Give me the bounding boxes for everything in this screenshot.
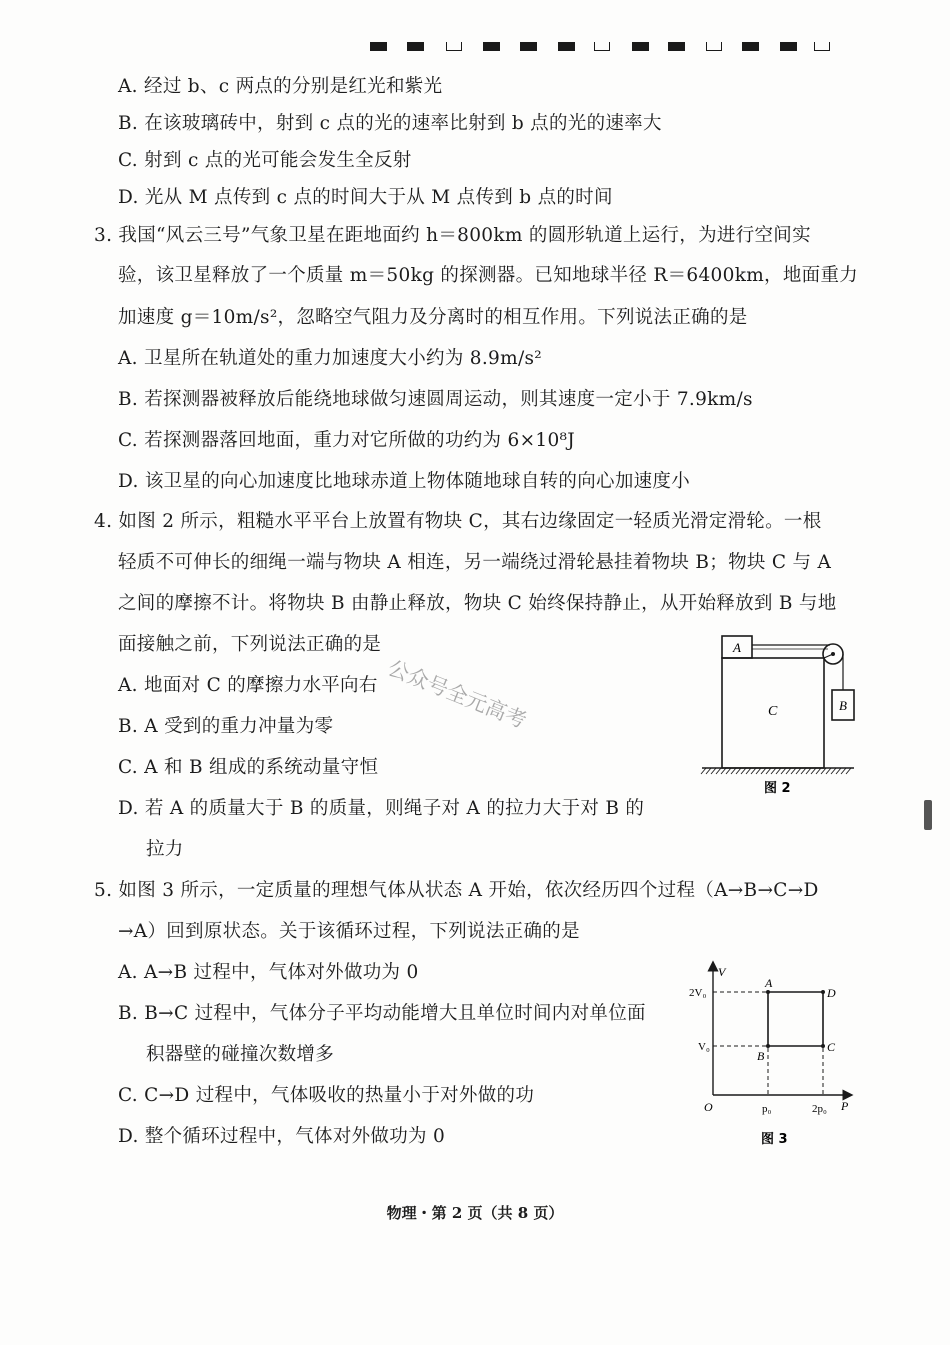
label-b: B bbox=[839, 698, 847, 713]
hatch-stroke bbox=[731, 768, 736, 774]
open-mark bbox=[706, 42, 722, 51]
hatch-stroke bbox=[716, 768, 721, 774]
hatch-stroke bbox=[826, 768, 831, 774]
page-footer: 物理・第 2 页（共 8 页） bbox=[386, 1204, 564, 1222]
hatch-stroke bbox=[796, 768, 801, 774]
hatch-stroke bbox=[741, 768, 746, 774]
point-a bbox=[766, 990, 770, 994]
hatch-stroke bbox=[791, 768, 796, 774]
hatch-stroke bbox=[761, 768, 766, 774]
text-line: 5. 如图 3 所示，一定质量的理想气体从状态 A 开始，依次经历四个过程（A→B→C→D bbox=[94, 880, 819, 901]
open-mark bbox=[814, 42, 830, 51]
text-line: 3. 我国“风云三号”气象卫星在距地面约 h＝800km 的圆形轨道上运行，为进行空间实 bbox=[94, 225, 811, 246]
hatch-stroke bbox=[816, 768, 821, 774]
text-line: B. B→C 过程中，气体分子平均动能增大且单位时间内对单位面 bbox=[118, 1003, 646, 1024]
hatch-stroke bbox=[711, 768, 716, 774]
text-line: C. A 和 B 组成的系统动量守恒 bbox=[118, 757, 379, 778]
hatch-stroke bbox=[771, 768, 776, 774]
label-c: C bbox=[768, 704, 778, 719]
label-a: A bbox=[733, 640, 741, 655]
scrollbar-thumb[interactable] bbox=[924, 800, 932, 830]
tick-2p0: 2p₀ bbox=[812, 1103, 827, 1115]
text-line: D. 该卫星的向心加速度比地球赤道上物体随地球自转的向心加速度小 bbox=[118, 471, 691, 492]
point-c bbox=[821, 1044, 825, 1048]
hatch-stroke bbox=[786, 768, 791, 774]
text-line: 轻质不可伸长的细绳一端与物块 A 相连，另一端绕过滑轮悬挂着物块 B；物块 C 与 A bbox=[118, 552, 832, 573]
label-pt-b: B bbox=[757, 1049, 765, 1063]
hatch-stroke bbox=[821, 768, 826, 774]
hatch-stroke bbox=[806, 768, 811, 774]
hatch-stroke bbox=[701, 768, 706, 774]
text-line: 积器壁的碰撞次数增多 bbox=[146, 1044, 335, 1065]
hatch-stroke bbox=[846, 768, 851, 774]
filled-mark bbox=[668, 42, 685, 51]
open-mark bbox=[446, 42, 462, 51]
point-d bbox=[821, 990, 825, 994]
text-line: D. 若 A 的质量大于 B 的质量，则绳子对 A 的拉力大于对 B 的 bbox=[118, 798, 645, 819]
text-line: C. 射到 c 点的光可能会发生全反射 bbox=[118, 150, 412, 171]
filled-mark bbox=[370, 42, 387, 51]
origin-label: O bbox=[704, 1100, 713, 1114]
point-b bbox=[766, 1044, 770, 1048]
hatch-stroke bbox=[781, 768, 786, 774]
hatch-stroke bbox=[721, 768, 726, 774]
figure-2-caption: 图 2 bbox=[764, 781, 791, 796]
text-line: 面接触之前，下列说法正确的是 bbox=[118, 634, 382, 655]
filled-mark bbox=[780, 42, 797, 51]
pulley-mount bbox=[824, 654, 833, 658]
hatch-stroke bbox=[811, 768, 816, 774]
text-line: D. 整个循环过程中，气体对外做功为 0 bbox=[118, 1126, 446, 1147]
hatch-stroke bbox=[766, 768, 771, 774]
filled-mark bbox=[558, 42, 575, 51]
text-line: A. 经过 b、c 两点的分别是红光和紫光 bbox=[118, 76, 443, 97]
text-line: B. 在该玻璃砖中，射到 c 点的光的速率比射到 b 点的光的速率大 bbox=[118, 113, 662, 134]
text-line: A. 卫星所在轨道处的重力加速度大小约为 8.9m/s² bbox=[118, 348, 543, 369]
filled-mark bbox=[742, 42, 759, 51]
figure-3 bbox=[688, 960, 868, 1150]
text-line: A. A→B 过程中，气体对外做功为 0 bbox=[118, 962, 419, 983]
figure-2 bbox=[700, 628, 860, 798]
hatch-stroke bbox=[726, 768, 731, 774]
tick-2v0: 2V₀ bbox=[689, 987, 707, 999]
tick-v0: V₀ bbox=[698, 1041, 710, 1053]
text-line: B. A 受到的重力冲量为零 bbox=[118, 716, 334, 737]
text-line: 4. 如图 2 所示，粗糙水平平台上放置有物块 C，其右边缘固定一轻质光滑定滑轮。一根 bbox=[94, 511, 822, 532]
axis-v-label: V bbox=[718, 965, 726, 979]
filled-mark bbox=[520, 42, 537, 51]
text-line: C. 若探测器落回地面，重力对它所做的功约为 6×10⁸J bbox=[118, 430, 575, 451]
label-pt-c: C bbox=[827, 1040, 836, 1054]
hatch-stroke bbox=[736, 768, 741, 774]
ground-hatching bbox=[701, 768, 851, 774]
text-line: B. 若探测器被释放后能绕地球做匀速圆周运动，则其速度一定小于 7.9km/s bbox=[118, 389, 753, 410]
text-line: →A）回到原状态。关于该循环过程，下列说法正确的是 bbox=[118, 921, 580, 942]
text-line: D. 光从 M 点传到 c 点的时间大于从 M 点传到 b 点的时间 bbox=[118, 187, 613, 208]
hatch-stroke bbox=[801, 768, 806, 774]
text-line: 拉力 bbox=[146, 839, 184, 860]
text-line: 验，该卫星释放了一个质量 m＝50kg 的探测器。已知地球半径 R＝6400km，地面重力 bbox=[118, 265, 859, 286]
text-line: 加速度 g＝10m/s²，忽略空气阻力及分离时的相互作用。下列说法正确的是 bbox=[118, 307, 748, 328]
text-line: A. 地面对 C 的摩擦力水平向右 bbox=[118, 675, 378, 696]
label-pt-a: A bbox=[765, 976, 773, 990]
hatch-stroke bbox=[776, 768, 781, 774]
hatch-stroke bbox=[706, 768, 711, 774]
axis-p-label: P bbox=[841, 1099, 849, 1113]
open-mark bbox=[594, 42, 610, 51]
hatch-stroke bbox=[831, 768, 836, 774]
hatch-stroke bbox=[836, 768, 841, 774]
filled-mark bbox=[483, 42, 500, 51]
tick-p0: p₀ bbox=[762, 1103, 772, 1115]
hatch-stroke bbox=[756, 768, 761, 774]
filled-mark bbox=[407, 42, 424, 51]
hatch-stroke bbox=[746, 768, 751, 774]
hatch-stroke bbox=[841, 768, 846, 774]
watermark: 公众号全元高考 bbox=[384, 655, 530, 734]
text-line: 之间的摩擦不计。将物块 B 由静止释放，物块 C 始终保持静止，从开始释放到 B 与地 bbox=[118, 593, 837, 614]
filled-mark bbox=[632, 42, 649, 51]
label-pt-d: D bbox=[827, 986, 836, 1000]
text-line: C. C→D 过程中，气体吸收的热量小于对外做的功 bbox=[118, 1085, 535, 1106]
hatch-stroke bbox=[751, 768, 756, 774]
figure-3-caption: 图 3 bbox=[761, 1132, 788, 1147]
